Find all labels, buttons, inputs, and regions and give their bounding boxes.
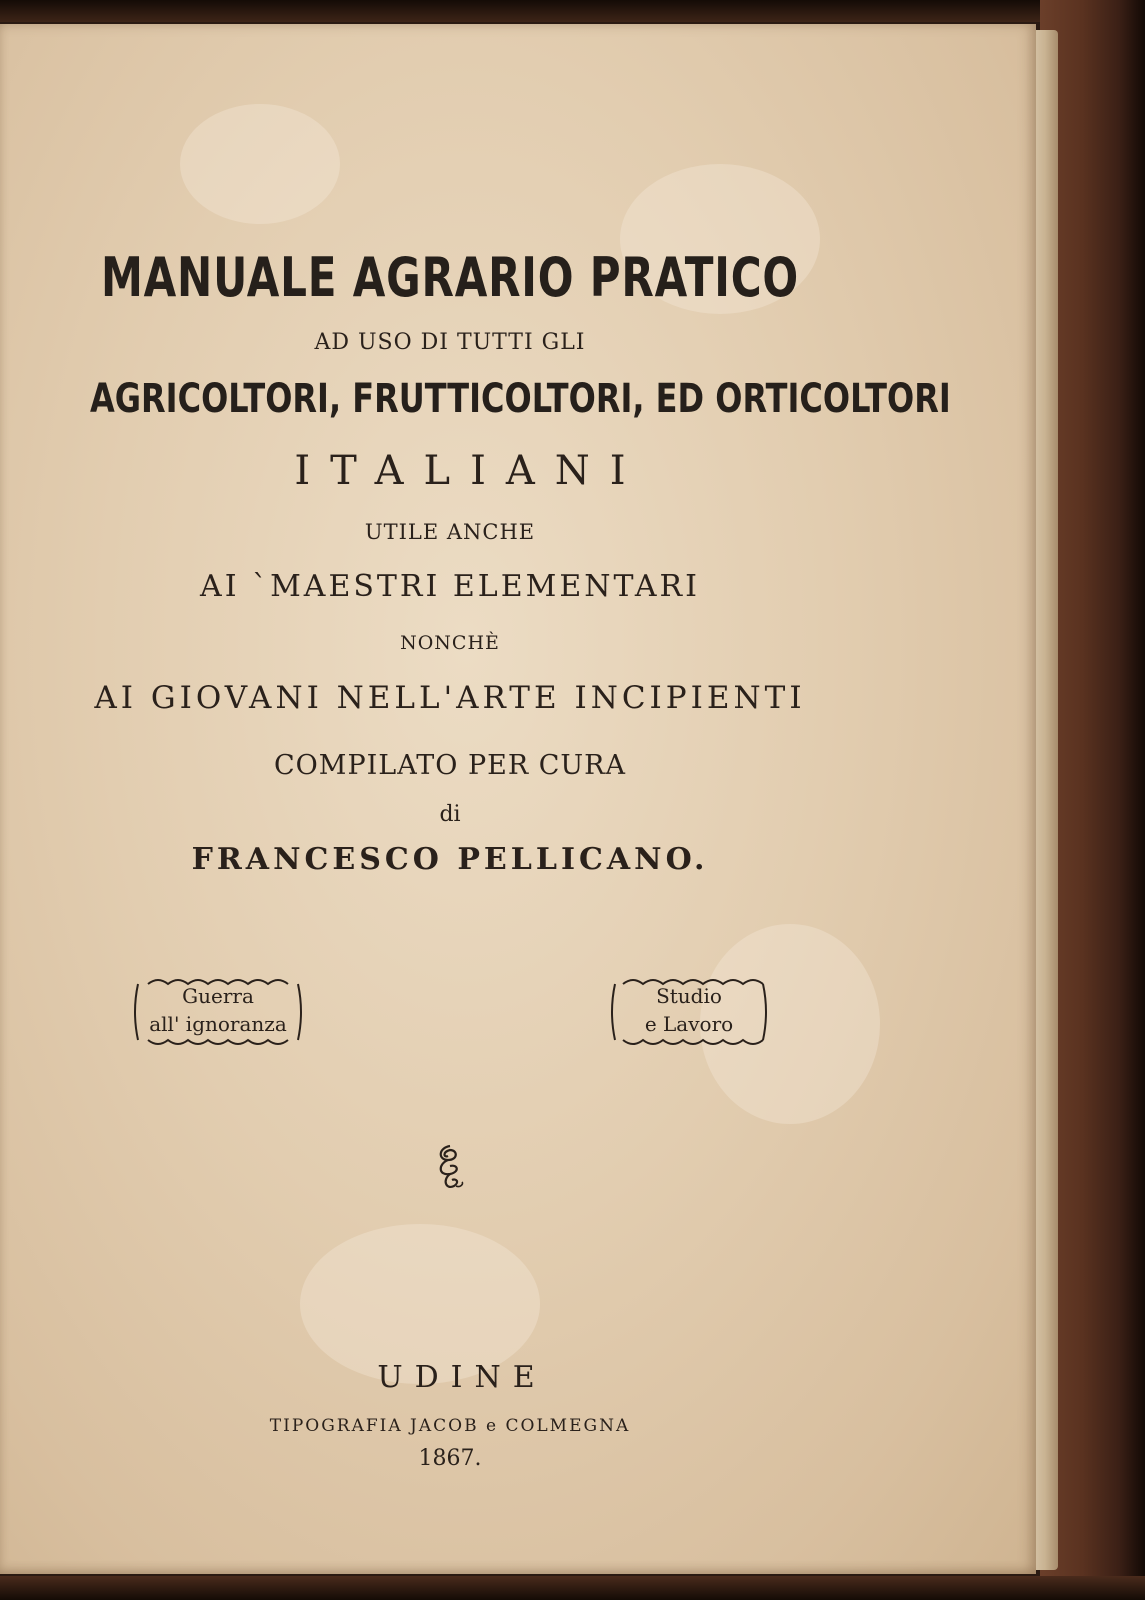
- motto-right-line2: e Lavoro: [644, 1012, 734, 1036]
- printer-name: TIPOGRAFIA JACOB e COLMEGNA: [269, 1416, 631, 1436]
- nonche-line: NONCHÈ: [400, 632, 500, 654]
- motto-right-line1: Studio: [656, 984, 722, 1008]
- compilato-line: COMPILATO PER CURA: [274, 750, 626, 781]
- giovani-line: AI GIOVANI NELL'ARTE INCIPIENTI: [94, 680, 806, 716]
- book-cover-top: [0, 0, 1145, 22]
- place-of-publication: UDINE: [377, 1360, 547, 1395]
- motto-left: [128, 982, 308, 1038]
- motto-right: [605, 982, 773, 1038]
- book-cover-bottom: [0, 1576, 1145, 1600]
- title-page: [0, 24, 1036, 1574]
- motto-left-line1: Guerra: [182, 984, 254, 1008]
- italiani-heading: ITALIANI: [294, 448, 646, 494]
- subtitle-line: AD USO DI TUTTI GLI: [314, 330, 586, 355]
- fleuron-icon: [432, 1142, 468, 1194]
- di-line: di: [439, 802, 461, 827]
- main-title: MANUALE AGRARIO PRATICO: [100, 246, 800, 309]
- author-name: FRANCESCO PELLICANO.: [191, 842, 709, 877]
- publication-year: 1867.: [418, 1446, 482, 1471]
- maestri-line: AI `MAESTRI ELEMENTARI: [200, 569, 700, 604]
- secondary-title: AGRICOLTORI, FRUTTICOLTORI, ED ORTICOLTORI: [90, 376, 951, 422]
- motto-left-line2: all' ignoranza: [149, 1012, 287, 1036]
- utile-anche-line: UTILE ANCHE: [364, 520, 536, 544]
